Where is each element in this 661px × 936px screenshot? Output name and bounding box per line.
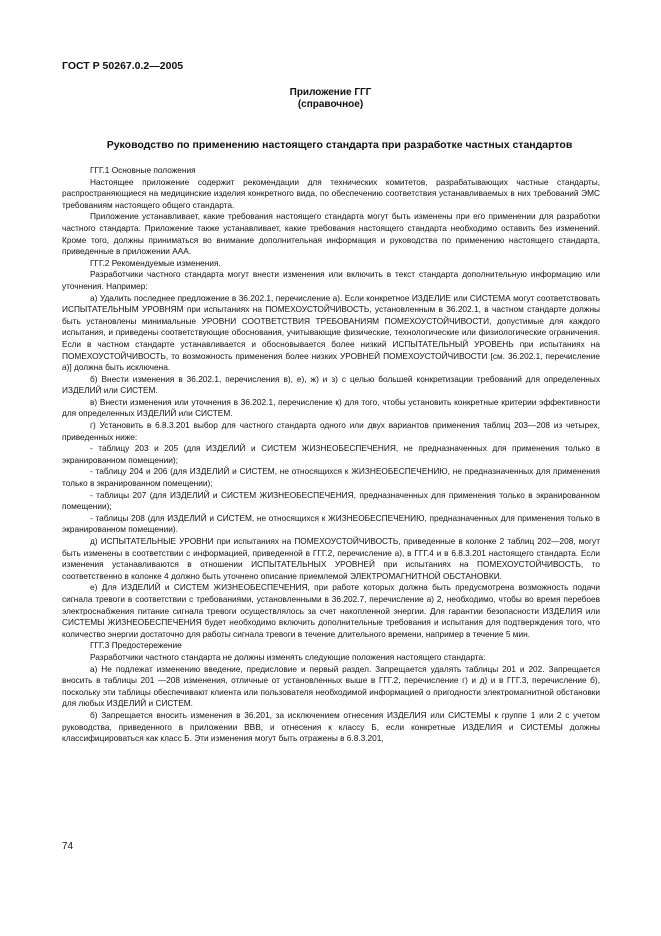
paragraph: Разработчики частного стандарта могут внести изменения или включить в текст стандарта дополнительную информацию или уточнения. Например: (62, 269, 600, 291)
subsection-heading: ГГГ.2 Рекомендуемые изменения. (90, 257, 221, 268)
sub-list-item: - таблицы 207 (для ИЗДЕЛИЙ и СИСТЕМ ЖИЗНЕОБЕСПЕЧЕНИЯ, предназначенных для применения только в экранированном помещении); (62, 489, 600, 512)
section-title: Руководство по применению настоящего стандарта при разработке частных стандартов (106, 139, 573, 151)
sub-list-item: - таблицу 204 и 206 (для ИЗДЕЛИЙ и СИСТЕМ, не относящихся к ЖИЗНЕОБЕСПЕЧЕНИЮ, не предназначенных для применения только в экранированном помещении); (62, 466, 600, 489)
list-item: б) Внести изменения в 36.202.1, перечисления в), е), ж) и з) с целью большей конкретизации требований для определенных ИЗДЕЛИЙ или СИСТЕМ. (62, 373, 600, 396)
subsection-heading: ГГГ.1 Основные положения (90, 165, 196, 175)
sub-list-item: - таблицы 208 (для ИЗДЕЛИЙ и СИСТЕМ, не относящихся к ЖИЗНЕОБЕСПЕЧЕНИЮ, предназначенных для применения только в экранированном помещении). (62, 512, 600, 535)
annex-heading (0, 87, 661, 111)
list-item: а) Удалить последнее предложение в 36.202.1, перечисление а). Если конкретное ИЗДЕЛИЕ или СИСТЕМА могут соответствовать ИСПЫТАТЕЛЬНЫМ УРОВНЯМ при испытаниях на ПОМЕХОУСТОЙЧИВОСТЬ, установленным в 36.202.1, в частном стандарте должны быть установлены минимальные УРОВНИ СООТВЕТСТВИЯ ТРЕБОВАНИЯМ ПОМЕХОУСТОЙЧИВОСТИ, допустимые для каждого испытания, и приведены соответствующие обоснования, учитывающие физические, технологические или физиологические ограничения. Если в частном стандарте устанавливается и обосновывается более низкий ИСПЫТАТЕЛЬНЫЙ УРОВЕНЬ при испытаниях на ПОМЕХОУСТОЙЧИВОСТЬ, то возможность применения более низких УРОВНЕЙ ПОМЕХОУСТОЙЧИВОСТИ [см. 36.202.1, перечисление а)] должна быть исключена. (62, 292, 600, 373)
sub-list-item: - таблицу 203 и 205 (для ИЗДЕЛИЙ и СИСТЕМ ЖИЗНЕОБЕСПЕЧЕНИЯ, не предназначенных для применения только в экранированном помещении); (62, 443, 600, 465)
subsection-heading: ГГГ.3 Предостережение (90, 640, 182, 651)
paragraph: Настоящее приложение содержит рекомендации для технических комитетов, разрабатывающих частные стандарты, распространяющиеся на медицинские изделия конкретного вида, по обеспечению соответствия устанавливаемых в них требований ЭМС требованиям настоящего общего стандарта. (62, 176, 600, 210)
list-item: б) Запрещается вносить изменения в 36.201, за исключением отнесения ИЗДЕЛИЯ или СИСТЕМЫ к группе 1 или 2 с учетом руководства, приведенного в приложении ВВВ, и отнесения к классу Б, если конкретные ИЗДЕЛИЯ и СИСТЕМЫ должны классифицироваться как класс Б. Эти изменения могут быть отражены в 6.8.3.201, (62, 709, 600, 744)
list-item: в) Внести изменения или уточнения в 36.202.1, перечисление к) для того, чтобы установить конкретные критерии эффективности для определенных ИЗДЕЛИЙ или СИСТЕМ. (62, 396, 600, 419)
annex-kind: (справочное) (297, 99, 364, 110)
paragraph: Приложение устанавливает, какие требования настоящего стандарта могут быть изменены при его применении для разработки частного стандарта. Приложение также устанавливает, какие требования настоящего стандарта необходимо оставить без изменений. Кроме того, должны приниматься во внимание дополнительная информация и руководства по применению настоящего стандарта, приведенные в приложении ААА. (62, 211, 600, 257)
list-item: а) Не подлежат изменению введение, предисловие и первый раздел. Запрещается удалять таблицы 201 и 202. Запрещается вносить в таблицы 201 —208 изменения, отличные от установленных выше в ГГГ.2, перечисление г) и д) и в ГГГ.3, перечисление б), поскольку эти таблицы обеспечивают клиента или пользователя необходимой информацией о пригодности электромагнитной обстановки для любых ИЗДЕЛИЙ и СИСТЕМ. (62, 663, 600, 709)
list-item: г) Установить в 6.8.3.201 выбор для частного стандарта одного или двух вариантов применения таблиц 203—208 из четырех, приведенных ниже: (62, 420, 600, 442)
body-text (62, 165, 600, 745)
list-item: е) Для ИЗДЕЛИЙ и СИСТЕМ ЖИЗНЕОБЕСПЕЧЕНИЯ, при работе которых должна быть предусмотрена возможность подачи сигнала тревоги в соответствии с требованиями, установленными в 36.202.7, перечисление а) 2, необходимо, чтобы во время перебоев электроснабжения питание сигнала тревоги осуществлялось за счет накопленной энергии. Для гарантии безопасности ИЗДЕЛИЯ или СИСТЕМЫ ЖИЗНЕОБЕСПЕЧЕНИЯ будет необходимо включить дополнительные требования и испытания для подтверждения того, что количество энергии достаточно для работы сигнала тревоги в течение длительного времени, например в течение 5 мин. (62, 582, 600, 639)
annex-title: Приложение ГГГ (289, 87, 372, 98)
paragraph: Разработчики частного стандарта не должны изменять следующие положения настоящего стандарта: (90, 651, 486, 662)
page-number: 74 (62, 841, 74, 852)
list-item: д) ИСПЫТАТЕЛЬНЫЕ УРОВНИ при испытаниях на ПОМЕХОУСТОЙЧИВОСТЬ, приведенные в колонке 2 таблиц 202—208, могут быть изменены в соответствии с информацией, приведенной в ГГГ.2, перечисление а), в ГГГ.4 и в 6.8.3.201 настоящего стандарта. Если изменения устанавливаются в отношении ИСПЫТАТЕЛЬНЫХ УРОВНЕЙ при испытаниях на ПОМЕХОУСТОЙЧИВОСТЬ, то соответственно в колонке 4 должно быть уточнено описание приемлемой ЭЛЕКТРОМАГНИТНОЙ ОБСТАНОВКИ. (62, 536, 600, 581)
document-code: ГОСТ Р 50267.0.2—2005 (62, 60, 184, 72)
